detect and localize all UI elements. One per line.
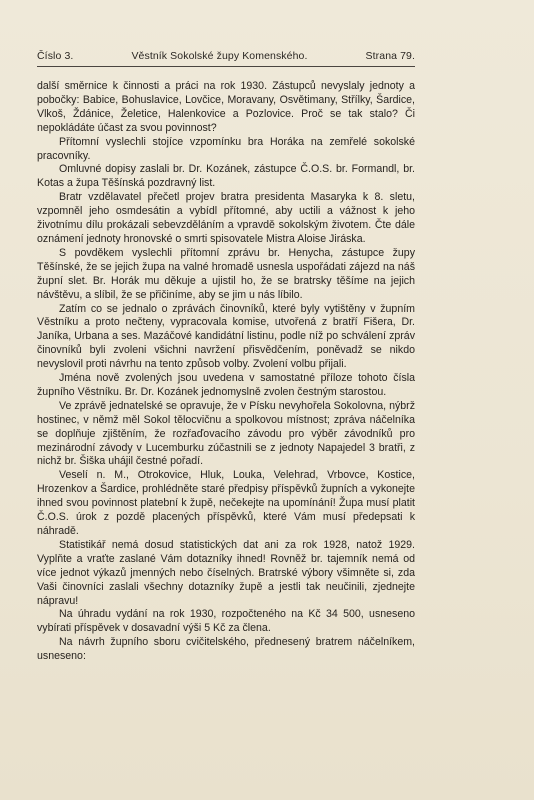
paragraph: Na úhradu vydání na rok 1930, rozpočteného na Kč 34 500, usneseno vybírati příspěvek v dosavadní výši 5 Kč za člena. — [37, 608, 415, 635]
page-number: Strana 79. — [365, 50, 415, 62]
journal-title: Věstník Sokolské župy Komenského. — [131, 50, 308, 62]
header-rule — [37, 66, 415, 67]
issue-number: Číslo 3. — [37, 50, 74, 62]
paragraph: Omluvné dopisy zaslali br. Dr. Kozánek, zástupce Č.O.S. br. Formandl, br. Kotas a župa Těšínská pozdravný list. — [37, 163, 415, 190]
paragraph: Veselí n. M., Otrokovice, Hluk, Louka, Velehrad, Vrbovce, Kostice, Hrozenkov a Šardice, prohlédněte staré předpisy příspěvků župních a vykonejte ihned svou povinnost platební k župě, nečekejte na upomínání! Župa musí platit Č.O.S. úrok z pozdě placených příspěvků, které Vám musí předepsati k náhradě. — [37, 469, 415, 537]
paragraph: S povděkem vyslechli přítomní zprávu br. Henycha, zástupce župy Těšínské, že se jejich župa na valné hromadě usnesla uspořádati zájezd na náš župní slet. Br. Horák mu děkuje a ujistil ho, že se bratrsky těšíme na jejich návštěvu, a slíbil, že se přičiníme, aby se jim u nás líbilo. — [37, 246, 415, 301]
paragraph: Statistikář nemá dosud statistických dat ani za rok 1928, natož 1929. Vyplňte a vraťte zaslané Vám dotazníky ihned! Rovněž br. tajemník nemá od více jednot výkazů jmenných nebo číselných. Bratrské výbory všimněte si, zda Vaši činovníci zaslali všechny dotazníky župě a jestli tak neučinili, zjednejte nápravu! — [37, 538, 415, 607]
paragraph: Jména nově zvolených jsou uvedena v samostatné příloze tohoto čísla župního Věstníku. Br. Dr. Kozánek jednomyslně zvolen čestným starostou. — [37, 372, 415, 398]
paragraph: Ve zprávě jednatelské se opravuje, že v Písku nevyhořela Sokolovna, nýbrž hostinec, v němž měl Sokol tělocvičnu a spolkovou místnost; zpráva náčelníka se doplňuje zjištěním, že rozřaďovacího závodu pro výběr závodníků pro mezinárodní závody v Lucemburku zúčastnili se z jednoty Napajedel 3 bratři, z nichž br. Šiška uhájil čestné pořadí. — [37, 399, 415, 468]
paragraph: Na návrh župního sboru cvičitelského, přednesený bratrem náčelníkem, usneseno: — [37, 636, 415, 663]
paragraph: Zatím co se jednalo o zprávách činovníků, které byly vytištěny v župním Věstníku a proto nečteny, vypracovala komise, utvořená z bratří Fišera, Dr. Janíka, Urbana a ses. Mazáčové kandidátní listinu, podle níž po schválení zpráv činovníků byli zvoleni všichni navržení přisvědčením, poněvadž se nikdo nevyslovil proti návrhu na tento způsob volby. Zvolení volbu přijali. — [37, 302, 415, 371]
paragraph: Přítomní vyslechli stojíce vzpomínku bra Horáka na zemřelé sokolské pracovníky. — [37, 135, 415, 162]
paragraph: Bratr vzdělavatel přečetl projev bratra presidenta Masaryka k 8. sletu, vzpomněl jeho osmdesátin a vybídl přítomné, aby uctili a vážnost k jeho životnímu dílu prokázali sebevzděláním a vpravdě sokolským životem. Čte dále oznámení jednoty hronovské o smrti spisovatele Mistra Aloise Jiráska. — [37, 191, 415, 245]
paragraph-continuation: další směrnice k činnosti a práci na rok 1930. Zástupců nevyslaly jednoty a pobočky: Babice, Bohuslavice, Lovčice, Moravany, Osvětimany, Střílky, Šardice, Vlkoš, Ždánice, Želetice, Halenkovice a Pozlovice. Proč se tak stalo? Či nepokládáte účast za svou povinnost? — [37, 80, 415, 134]
article-body — [37, 80, 415, 664]
running-header — [37, 50, 415, 62]
